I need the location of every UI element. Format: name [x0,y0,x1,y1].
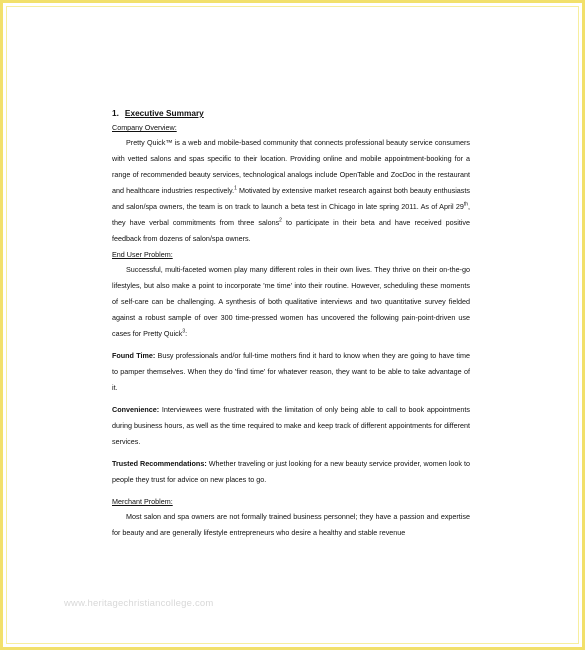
end-user-problem-text-b: : [185,329,188,338]
footnote-1: 1 [234,185,237,192]
found-time-paragraph [112,348,470,396]
found-time-text: Busy professionals and/or full-time mothers find it hard to know when they are going to have time to pamper themselves. When they do 'find time' for whatever reason, they want to be able to take advantage of it. [112,351,470,392]
end-user-problem-paragraph [112,262,470,342]
trusted-recommendations-paragraph [112,456,470,488]
merchant-problem-paragraph: Most salon and spa owners are not formally trained business personnel; they have a passion and expertise for beauty and are generally lifestyle entrepreneurs who desire a healthy and stable revenue [112,512,470,537]
end-user-problem-heading: End User Problem: [112,250,173,259]
trusted-recommendations-text: Whether traveling or just looking for a new beauty service provider, women look to people they trust for advice on new places to go. [112,459,470,484]
convenience-paragraph [112,402,470,450]
company-overview-text-b: Motivated by extensive market research against both beauty enthusiasts and salon/spa owners, the team is on track to launch a beta test in Chicago in late spring 2011. As of April 29 [112,186,470,211]
watermark-text: www.heritagechristiancollege.com [64,598,214,609]
company-overview-text-a: Pretty Quick™ is a web and mobile-based community that connects professional beauty service consumers with vetted salons and spas specific to their location. Providing online and mobile appointment-booking for a range of recommended beauty services, technological analogs include OpenTable and ZocDoc in the restaurant and healthcare industries respectively. [112,138,470,195]
company-overview-text-d: to participate in their beta and have received positive feedback from dozens of salon/spa owners. [112,218,471,243]
convenience-text: Interviewees were frustrated with the limitation of only being able to call to book appointments during business hours, as well as the time required to make and keep track of different appointments for different services. [112,405,470,446]
end-user-problem-text-a: Successful, multi-faceted women play many different roles in their own lives. They thrive on their on-the-go lifestyles, but also make a point to incorporate 'me time' into their routine. However, scheduling these moments of self-care can be challenging. A synthesis of both qualitative interviews and two quantitative survey fielded against a robust sample of over 300 time-pressed women has uncovered the following pain-point-driven use cases for Pretty Quick [112,265,470,338]
section-title: Executive Summary [124,108,204,118]
document-page [112,106,470,541]
footnote-3: 3 [182,328,186,335]
section-heading [112,106,470,120]
found-time-label: Found Time: [112,351,156,360]
company-overview-text-c: , they have verbal commitments from three salons [112,202,470,227]
company-overview-paragraph [112,135,470,247]
section-number: 1. [112,108,119,118]
convenience-label: Convenience: [112,405,160,414]
superscript-th: th [463,201,468,208]
merchant-problem-heading: Merchant Problem: [112,497,173,506]
trusted-recommendations-label: Trusted Recommendations: [112,459,207,468]
footnote-2: 2 [279,217,282,224]
company-overview-heading: Company Overview: [112,123,177,132]
